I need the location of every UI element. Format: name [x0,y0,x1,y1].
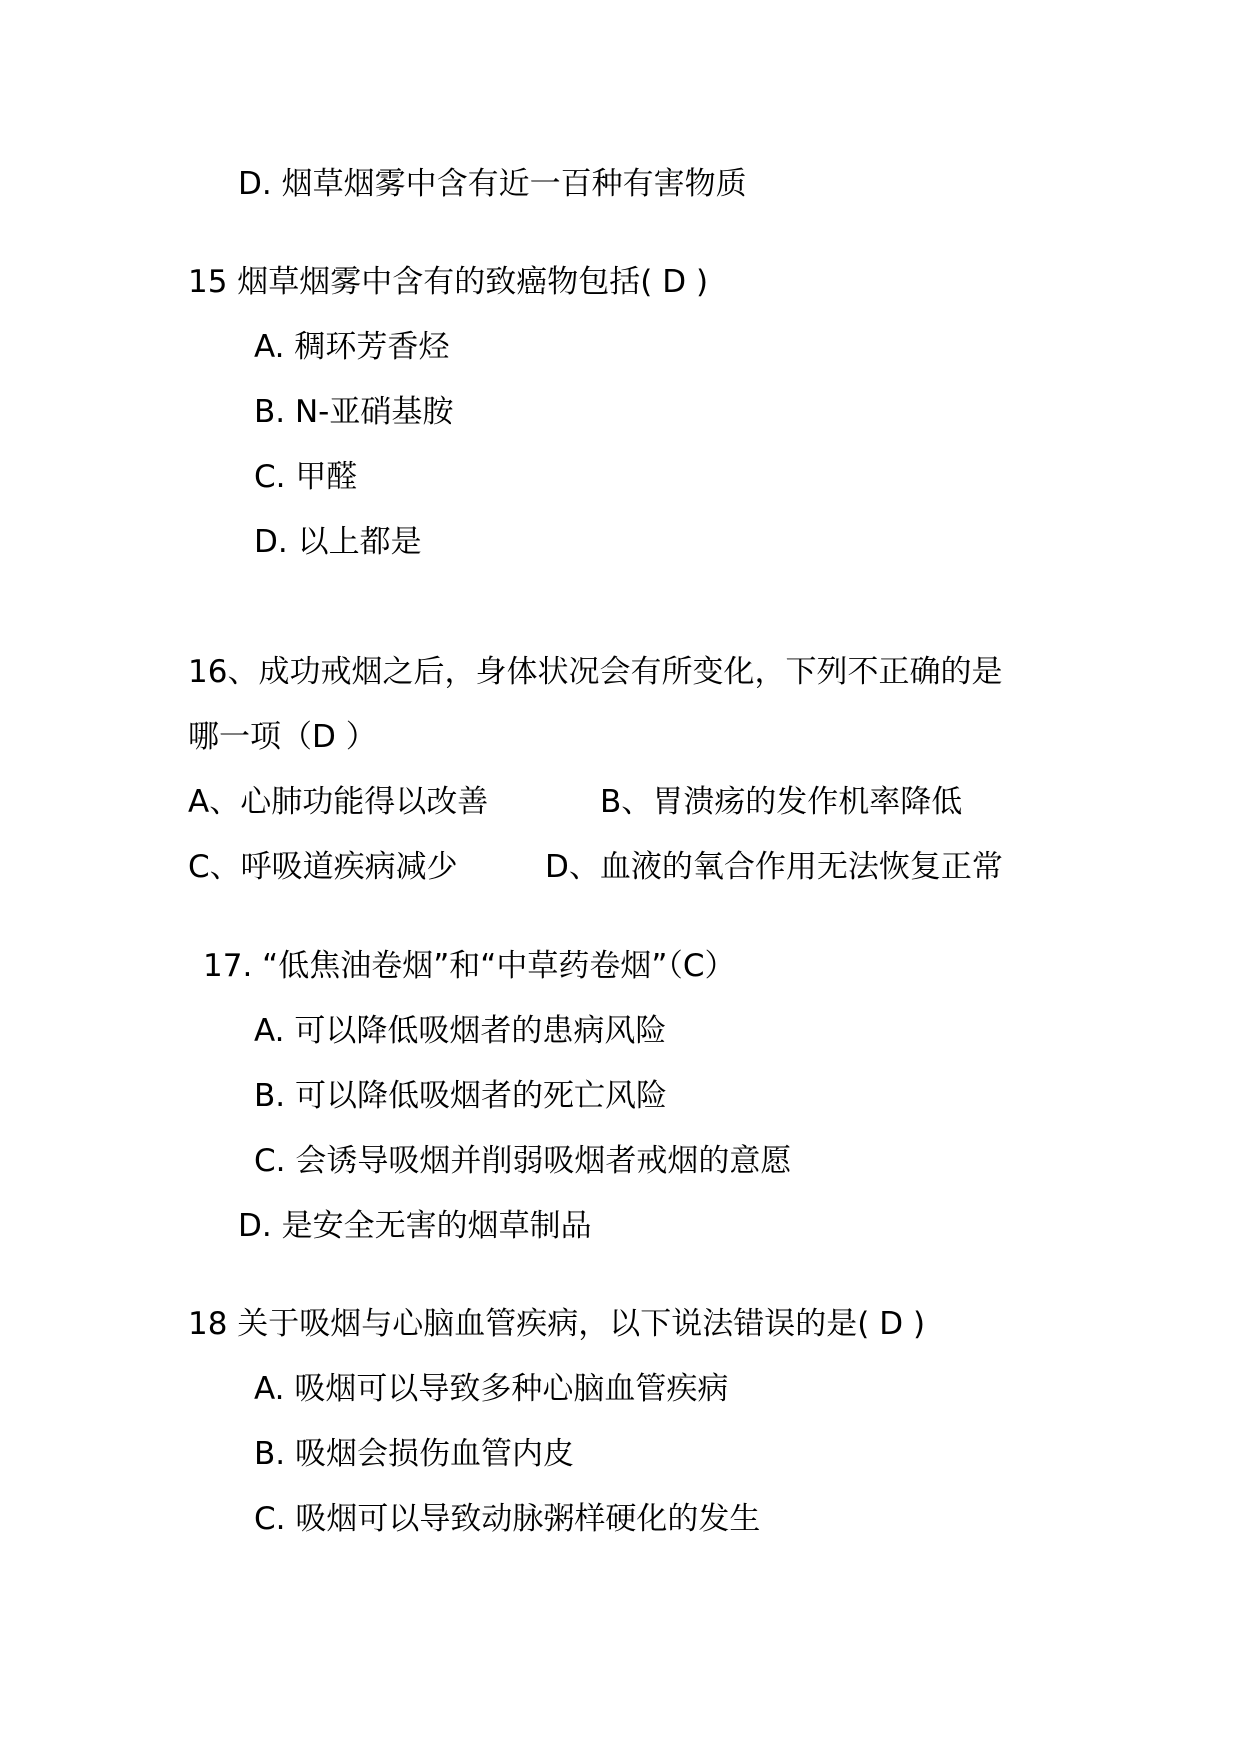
q18-option-b: B. 吸烟会损伤血管内皮 [254,1436,574,1472]
q15-question: 15 烟草烟雾中含有的致癌物包括( D ) [188,264,709,300]
q15-option-d: D. 以上都是 [254,524,422,560]
q18-option-c: C. 吸烟可以导致动脉粥样硬化的发生 [254,1501,761,1537]
q16-question-line2: 哪一项（D ） [188,719,377,755]
q15-option-c: C. 甲醛 [254,459,358,495]
q16-option-c: C、呼吸道疾病减少 [188,849,458,885]
q16-option-b: B、胃溃疡的发作机率降低 [600,784,963,820]
q15-option-b: B. N-亚硝基胺 [254,394,454,430]
q17-question: 17. “低焦油卷烟”和“中草药卷烟”（C） [203,948,736,984]
q17-option-c: C. 会诱导吸烟并削弱吸烟者戒烟的意愿 [254,1143,792,1179]
q15-option-a: A. 稠环芳香烃 [254,329,450,365]
q17-option-a: A. 可以降低吸烟者的患病风险 [254,1013,667,1049]
q17-option-d: D. 是安全无害的烟草制品 [238,1208,592,1244]
q16-question-line1: 16、成功戒烟之后，身体状况会有所变化，下列不正确的是 [188,654,1003,690]
q14-option-d: D. 烟草烟雾中含有近一百种有害物质 [238,166,747,202]
q16-option-a: A、心肺功能得以改善 [188,784,489,820]
q18-question: 18 关于吸烟与心脑血管疾病，以下说法错误的是( D ) [188,1306,926,1342]
q18-option-a: A. 吸烟可以导致多种心脑血管疾病 [254,1371,729,1407]
q16-option-d: D、血液的氧合作用无法恢复正常 [545,849,1003,885]
q17-option-b: B. 可以降低吸烟者的死亡风险 [254,1078,667,1114]
